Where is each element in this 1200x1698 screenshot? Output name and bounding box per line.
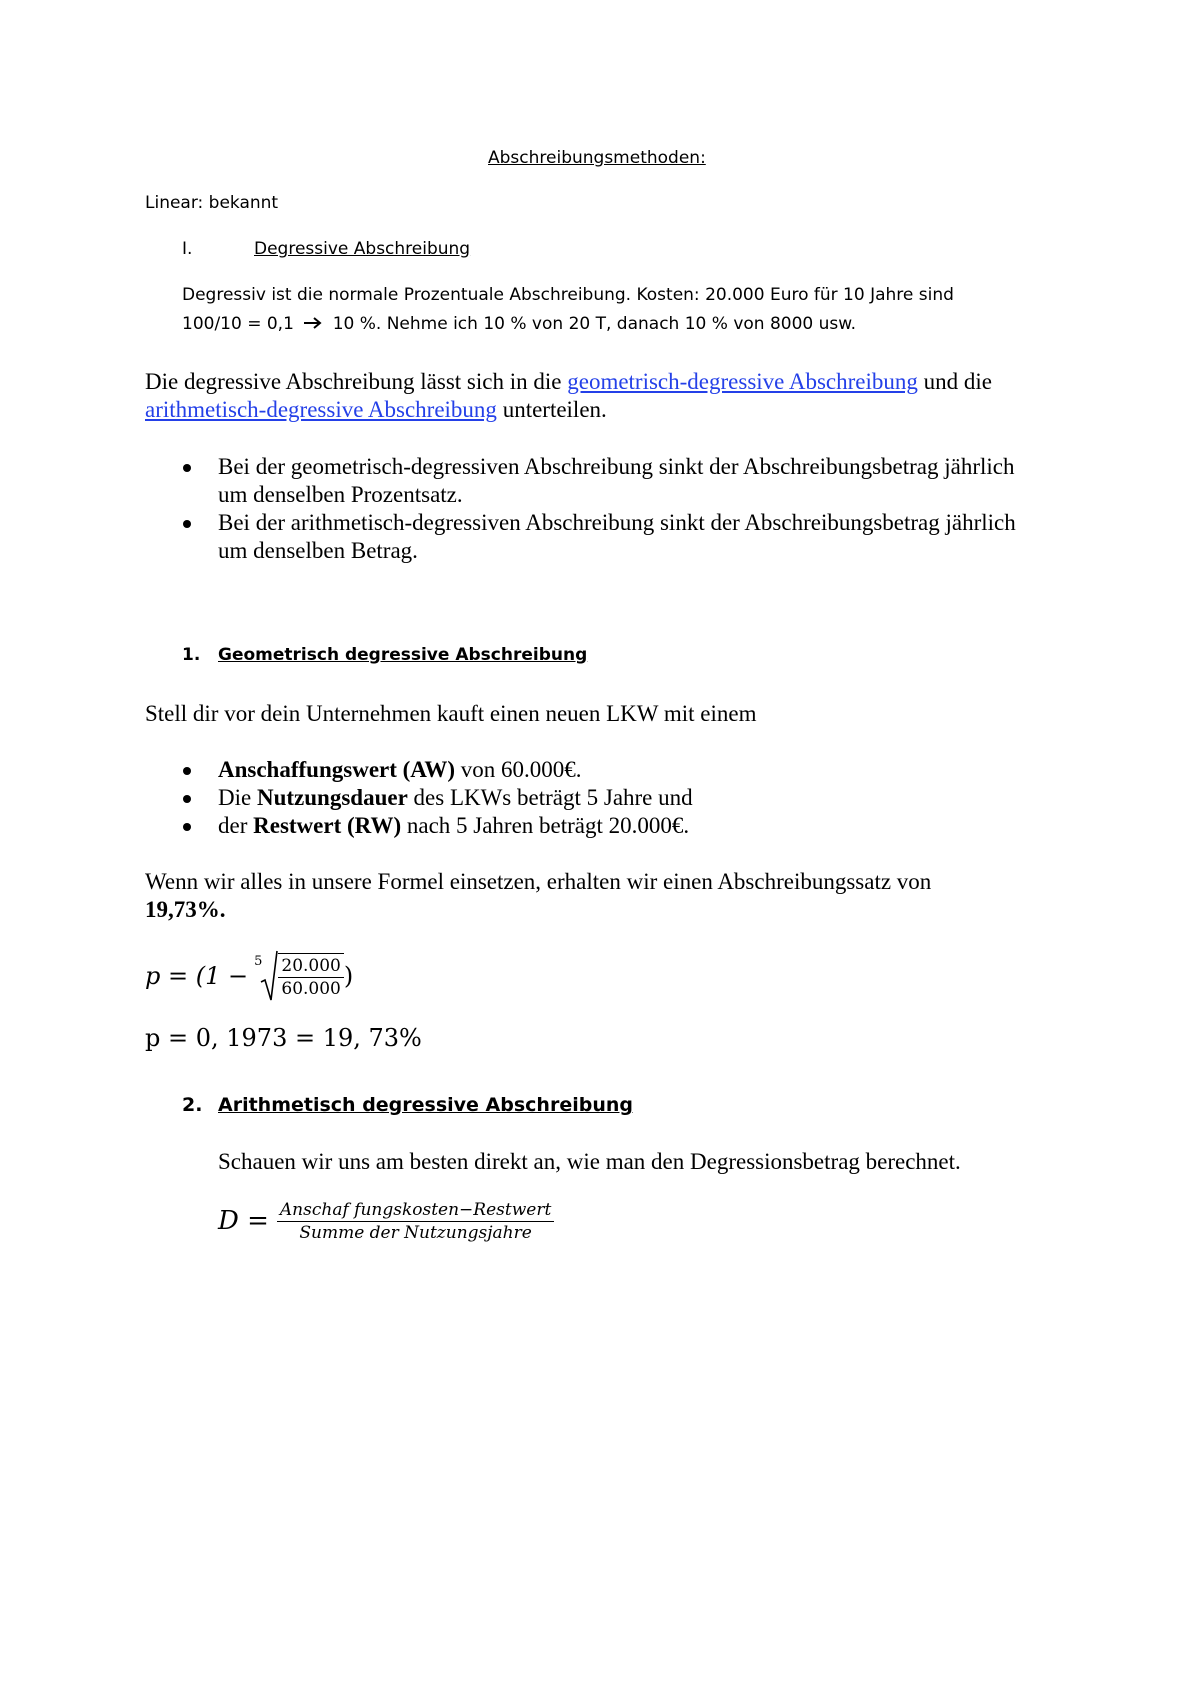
bullet-geometric-line2: um denselben Prozentsatz. [218,482,463,507]
bullet-dot [183,823,191,831]
fraction-denominator: Summe der Nutzungsjahre [299,1222,532,1243]
duration-prefix: Die [218,785,252,810]
bullet-dot [183,464,191,472]
link-geometric-degressive[interactable]: geometrisch-degressive Abschreibung [567,369,918,394]
bullet-dot [183,795,191,803]
geo-number: 1. [182,645,201,665]
acquisition-value-text: von 60.000€. [460,757,582,782]
geo-result-line2: 19,73%. [145,897,226,922]
residual-prefix: der [218,813,248,838]
fraction-denominator: 60.000 [281,979,341,999]
formula-lhs: D = [218,1206,269,1236]
arith-heading: Arithmetisch degressive Abschreibung [218,1094,633,1116]
bullet-arithmetic-line1: Bei der arithmetisch-degressiven Abschreibung sinkt der Abschreibungsbetrag jährlich [218,510,1016,535]
root-sign-icon [260,950,278,1002]
arith-formula [218,1196,554,1246]
formula-fraction [278,953,343,999]
root-index: 5 [254,954,263,969]
intro-line2 [145,397,607,423]
linear-line: Linear: bekannt [145,193,279,213]
duration-text: des LKWs beträgt 5 Jahre und [413,785,693,810]
intro-text-start: Die degressive Abschreibung lässt sich in die [145,369,562,394]
geo-bullet-residual [218,813,689,839]
link-arithmetic-degressive[interactable]: arithmetisch-degressive Abschreibung [145,397,497,422]
arith-intro: Schauen wir uns am besten direkt an, wie man den Degressionsbetrag berechnet. [218,1149,961,1174]
geo-formula-rate [145,948,353,1004]
formula-text: 100/10 = 0,1 [182,314,294,334]
formula-lhs: p = (1 − [145,962,249,990]
bullet-geometric-line1: Bei der geometrisch-degressiven Abschreibung sinkt der Abschreibungsbetrag jährlich [218,454,1015,479]
fraction-numerator: Anschaf fungskosten−Restwert [277,1200,554,1222]
section-one-paragraph-line1: Degressiv ist die normale Prozentuale Abschreibung. Kosten: 20.000 Euro für 10 Jahre sind [182,285,954,305]
intro-text-middle: und die [923,369,992,394]
duration-label: Nutzungsdauer [256,785,408,810]
formula-close-paren: ) [343,962,354,990]
section-one-paragraph-line2 [182,314,856,334]
arith-number: 2. [182,1094,203,1116]
right-arrow-icon [303,316,323,330]
formula-fraction [277,1200,554,1243]
geo-heading: Geometrisch degressive Abschreibung [218,645,588,665]
geo-result-line1: Wenn wir alles in unsere Formel einsetzen, erhalten wir einen Abschreibungssatz von [145,869,932,894]
fraction-numerator: 20.000 [278,956,343,978]
acquisition-value-label: Anschaffungswert (AW) [218,757,456,782]
percentage-text: 10 %. Nehme ich 10 % von 20 T, danach 10 % von 8000 usw. [332,314,856,334]
section-one-heading: Degressive Abschreibung [254,239,471,259]
document-title: Abschreibungsmethoden: [488,148,706,168]
residual-text: nach 5 Jahren beträgt 20.000€. [406,813,690,838]
intro-line1 [145,369,992,395]
geo-bullet-duration [218,785,693,811]
bullet-dot [183,520,191,528]
bullet-arithmetic-line2: um denselben Betrag. [218,538,418,563]
intro-text-end: unterteilen. [502,397,607,422]
bullet-dot [183,767,191,775]
geo-bullet-acquisition [218,757,582,783]
residual-label: Restwert (RW) [253,813,402,838]
section-one-number: I. [182,239,193,259]
geo-intro: Stell dir vor dein Unternehmen kauft einen neuen LKW mit einem [145,701,757,726]
geo-formula-result: p = 0, 1973 = 19, 73% [145,1024,422,1052]
